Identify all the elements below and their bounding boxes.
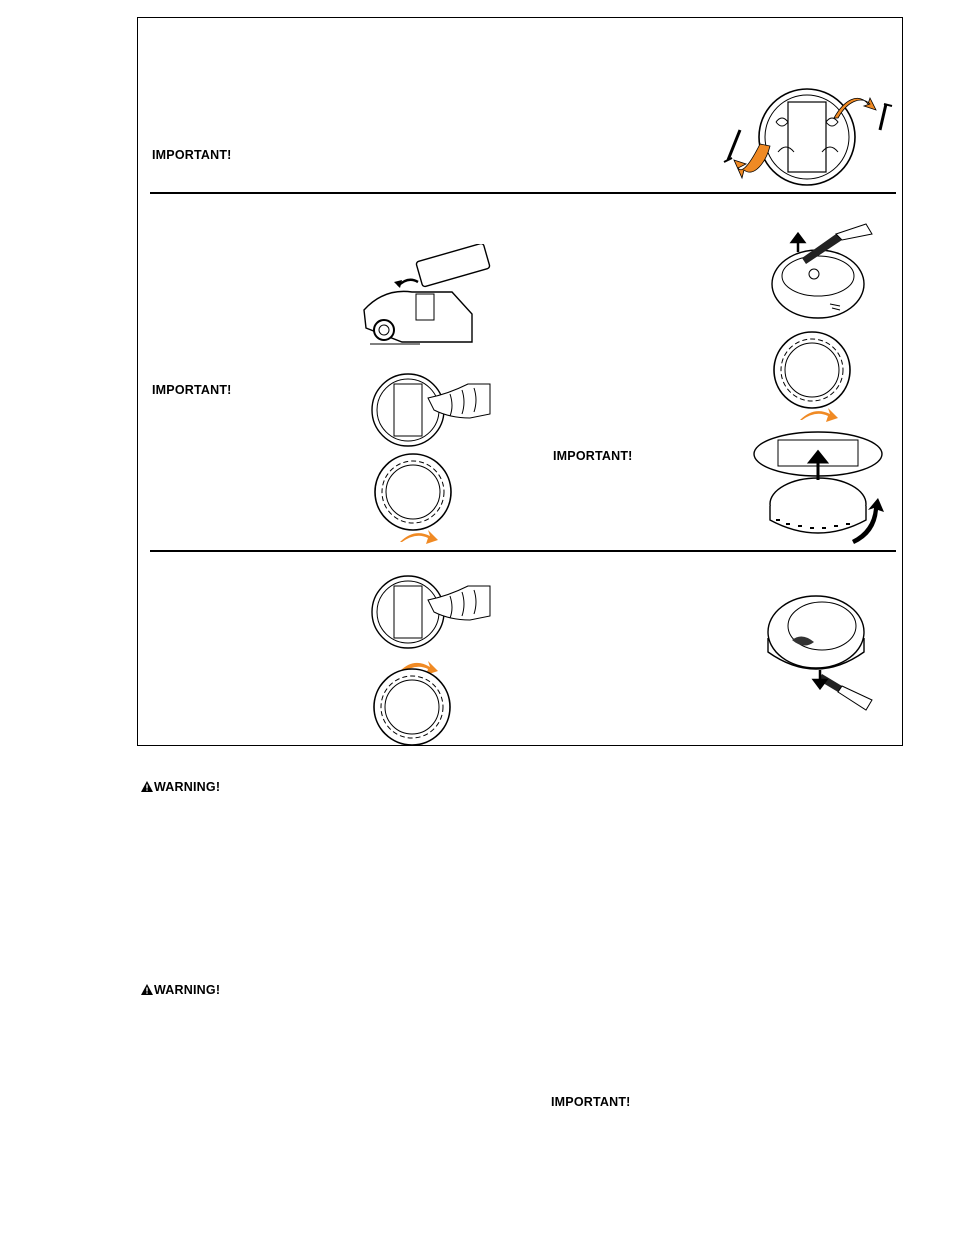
- warning-triangle-icon: [141, 984, 153, 995]
- ring-rotate-figure-2: [768, 330, 858, 426]
- ring-rotate-figure-3: [368, 655, 458, 747]
- warning-text: WARNING!: [154, 780, 221, 794]
- mounting-bracket-screws-figure: [720, 82, 900, 192]
- mounting-plate-hand-figure: [368, 370, 496, 448]
- detector-screwdriver-down-figure: [762, 590, 882, 712]
- section-divider-1: [150, 192, 896, 194]
- important-label-4: IMPORTANT!: [551, 1095, 631, 1109]
- important-label-1: IMPORTANT!: [152, 148, 232, 162]
- detector-mount-twist-figure: [752, 428, 892, 546]
- warning-label-2: [141, 983, 220, 997]
- warning-triangle-icon: [141, 781, 153, 792]
- section-divider-2: [150, 550, 896, 552]
- warning-text: WARNING!: [154, 983, 221, 997]
- detector-screwdriver-up-figure: [766, 222, 888, 324]
- battery-insert-figure: [360, 244, 500, 352]
- ring-rotate-figure-1: [370, 450, 460, 550]
- mounting-plate-hand-figure-2: [368, 572, 496, 650]
- important-label-2: IMPORTANT!: [152, 383, 232, 397]
- warning-label-1: [141, 780, 220, 794]
- important-label-3: IMPORTANT!: [553, 449, 633, 463]
